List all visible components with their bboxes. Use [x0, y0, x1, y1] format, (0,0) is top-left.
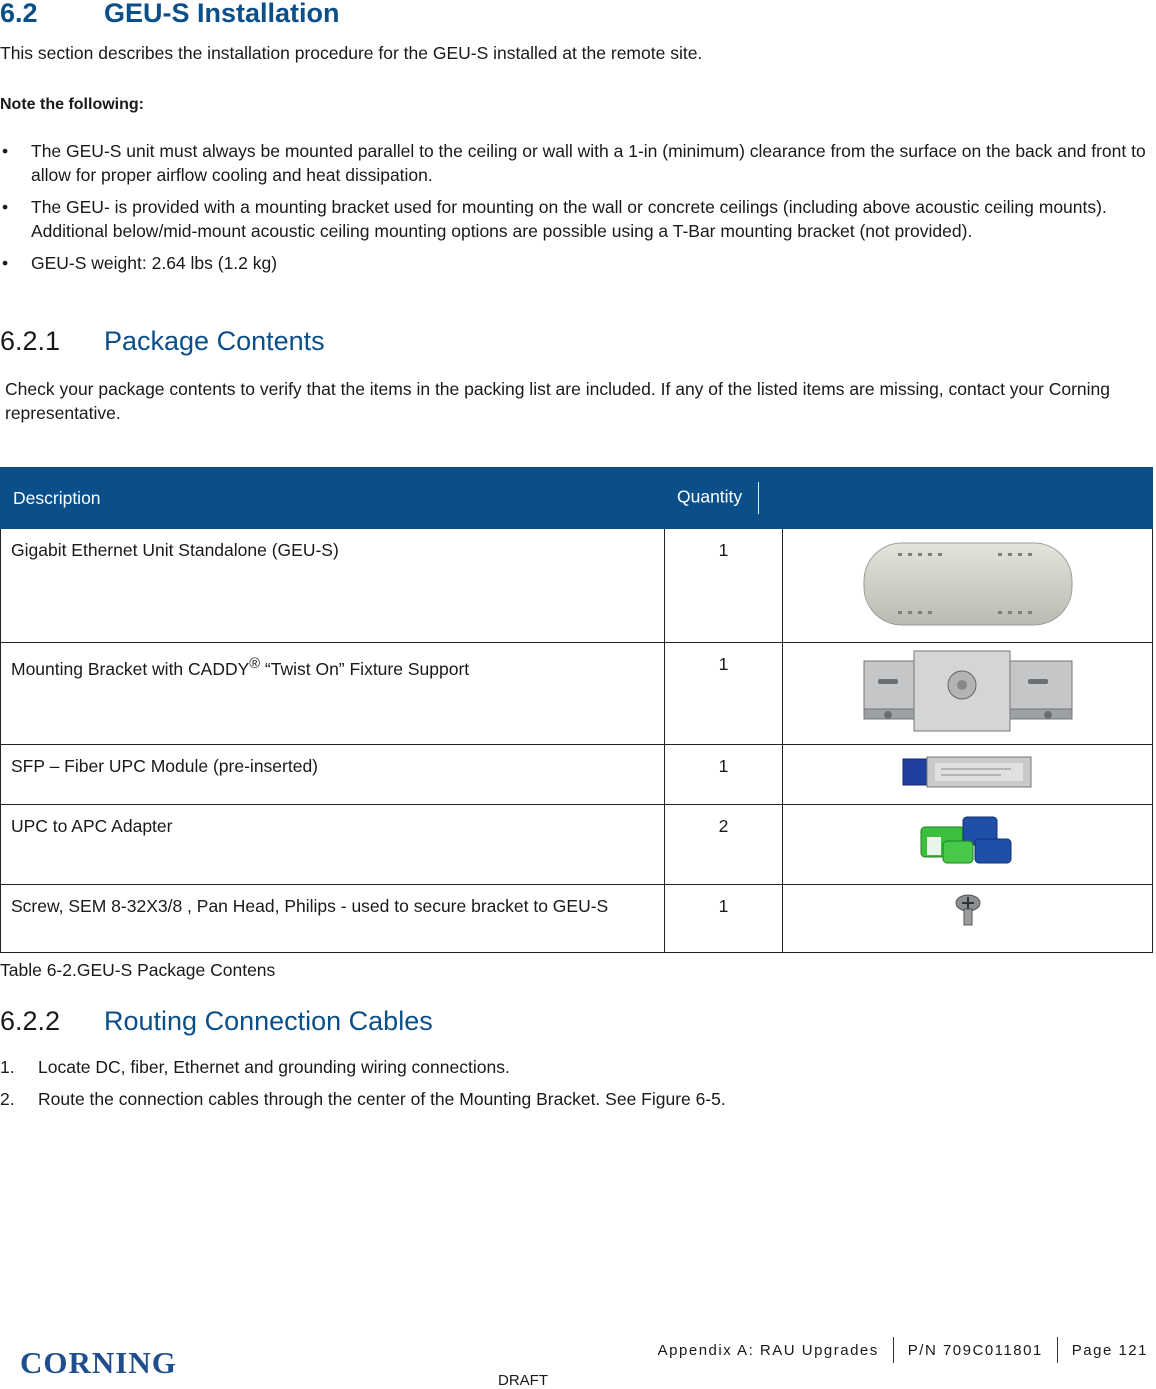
list-item	[0, 1055, 726, 1079]
package-contents-table	[0, 467, 1153, 953]
footer-divider	[1057, 1337, 1058, 1363]
section-title: GEU-S Installation	[104, 0, 340, 28]
table-row	[1, 745, 1153, 805]
sfp-module-image	[901, 751, 1035, 791]
step-text: Locate DC, fiber, Ethernet and grounding wiring connections.	[38, 1057, 510, 1077]
subsection-number: 6.2.2	[0, 1006, 61, 1036]
description-text: Mounting Bracket with CADDY	[11, 658, 250, 679]
registered-mark: ®	[249, 656, 261, 672]
header-separator	[758, 482, 759, 514]
subsection-heading-routing	[0, 1006, 433, 1037]
footer-page-number: Page 121	[1071, 1341, 1148, 1359]
table-caption: Table 6-2.GEU-S Package Contens	[0, 960, 276, 980]
cell-image	[783, 805, 1153, 885]
list-item: • The GEU-S unit must always be mounted parallel to the ceiling or wall with a 1-in (minimum) clearance from the surface on the back and front to allow for proper airflow cooling and heat dissipation.	[0, 139, 1156, 187]
cell-image	[783, 643, 1153, 745]
upc-apc-adapter-image	[913, 811, 1023, 869]
subsection-title: Routing Connection Cables	[104, 1006, 433, 1036]
table-row	[1, 805, 1153, 885]
cell-quantity: 1	[665, 885, 783, 953]
cell-image	[783, 885, 1153, 953]
section-number: 6.2	[0, 0, 38, 28]
subsection-heading-package	[0, 326, 325, 357]
geu-s-unit-image	[858, 535, 1078, 631]
footer-appendix: Appendix A: RAU Upgrades	[657, 1341, 879, 1359]
subsection-title: Package Contents	[104, 326, 325, 356]
cell-description: UPC to APC Adapter	[1, 805, 665, 885]
note-heading: Note the following:	[0, 96, 144, 113]
list-item: • GEU-S weight: 2.64 lbs (1.2 kg)	[0, 251, 1156, 275]
footer-divider	[893, 1337, 894, 1363]
cell-description: Screw, SEM 8-32X3/8 , Pan Head, Philips - used to secure bracket to GEU-S	[1, 885, 665, 953]
list-item: • The GEU- is provided with a mounting bracket used for mounting on the wall or concrete ceilings (including above acoustic ceiling mounts). Additional below/mid-mount acoustic ceiling mounting options are possible using a T-Bar mounting bracket (not provided).	[0, 195, 1156, 243]
screw-image	[951, 891, 985, 929]
draft-label: DRAFT	[498, 1372, 548, 1389]
table-header-row	[1, 468, 1153, 529]
mounting-bracket-image	[858, 649, 1078, 733]
cell-quantity: 2	[665, 805, 783, 885]
cell-description: Gigabit Ethernet Unit Standalone (GEU-S)	[1, 529, 665, 643]
list-item	[0, 1087, 726, 1111]
cell-image	[783, 745, 1153, 805]
table-row	[1, 885, 1153, 953]
corning-logo: CORNING	[20, 1345, 177, 1380]
step-number: 2.	[0, 1089, 15, 1109]
cell-description	[1, 643, 665, 745]
cell-quantity: 1	[665, 745, 783, 805]
table-row	[1, 529, 1153, 643]
intro-paragraph: This section describes the installation procedure for the GEU-S installed at the remote site.	[0, 43, 703, 63]
col-header-quantity-label: Quantity	[677, 486, 743, 507]
step-number: 1.	[0, 1057, 15, 1077]
table-row	[1, 643, 1153, 745]
col-header-image	[783, 468, 1153, 529]
step-text: Route the connection cables through the center of the Mounting Bracket. See Figure 6-5.	[38, 1089, 726, 1109]
subsection-number: 6.2.1	[0, 326, 61, 356]
col-header-description: Description	[1, 468, 665, 529]
cell-quantity: 1	[665, 529, 783, 643]
description-text-tail: “Twist On” Fixture Support	[260, 658, 470, 679]
cell-image	[783, 529, 1153, 643]
cell-quantity: 1	[665, 643, 783, 745]
cell-description: SFP – Fiber UPC Module (pre-inserted)	[1, 745, 665, 805]
col-header-quantity	[665, 468, 783, 529]
routing-steps	[0, 1055, 726, 1119]
note-bullets	[0, 139, 1156, 283]
section-heading	[0, 0, 340, 29]
page-footer	[658, 1337, 1148, 1363]
footer-part-number: P/N 709C011801	[907, 1341, 1043, 1359]
package-paragraph: Check your package contents to verify that the items in the packing list are included. If any of the listed items are missing, contact your Corning representative.	[5, 379, 1110, 423]
